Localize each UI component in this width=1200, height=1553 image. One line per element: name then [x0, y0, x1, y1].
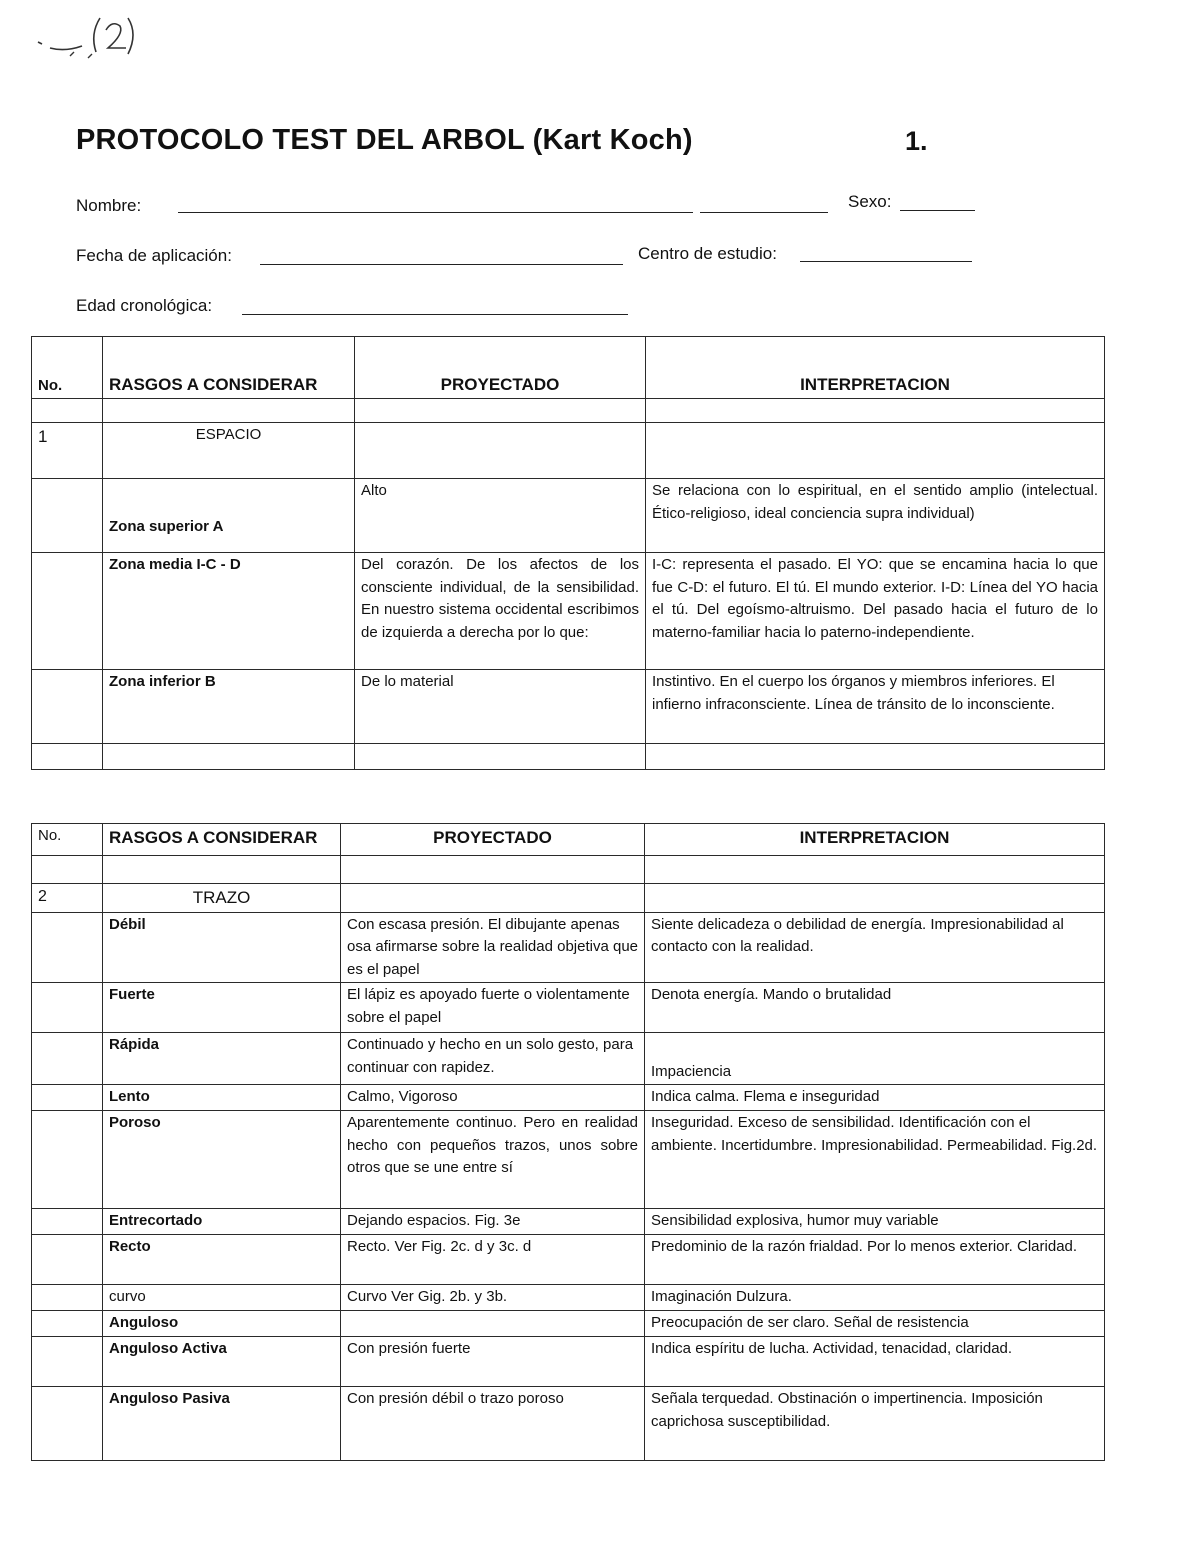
- fecha-label: Fecha de aplicación:: [76, 246, 232, 265]
- sexo-line[interactable]: [900, 210, 975, 211]
- interpretacion-cell: Indica calma. Flema e inseguridad: [645, 1085, 1105, 1111]
- section-row: [32, 423, 1105, 479]
- proyectado-cell: El lápiz es apoyado fuerte o violentamente sobre el papel: [341, 983, 645, 1033]
- interpretacion-cell: Indica espíritu de lucha. Actividad, tenacidad, claridad.: [645, 1337, 1105, 1387]
- handwritten-page-mark: [30, 12, 140, 72]
- header-interpretacion: INTERPRETACION: [645, 824, 1105, 856]
- table-row: [32, 1311, 1105, 1337]
- interpretacion-cell: Siente delicadeza o debilidad de energía. Impresionabilidad al contacto con la realidad.: [645, 912, 1105, 983]
- table-row: [32, 983, 1105, 1033]
- rasgo-cell: Débil: [103, 912, 341, 983]
- proyectado-cell: Del corazón. De los afectos de los consciente individual, de la sensibilidad. En nuestro sistema occidental escribimos de izquierda a derecha por lo que:: [355, 553, 646, 670]
- espacio-table: [31, 336, 1105, 770]
- header-no: No.: [32, 824, 103, 856]
- document-title: PROTOCOLO TEST DEL ARBOL (Kart Koch): [76, 124, 693, 156]
- table-row: [32, 479, 1105, 553]
- rasgo-cell: Fuerte: [103, 983, 341, 1033]
- proyectado-cell: Alto: [355, 479, 646, 553]
- interpretacion-cell: Se relaciona con lo espiritual, en el sentido amplio (intelectual. Ético-religioso, ideal conciencia supra individual): [646, 479, 1105, 553]
- interpretacion-cell: Impaciencia: [645, 1033, 1105, 1085]
- proyectado-cell: Con presión fuerte: [341, 1337, 645, 1387]
- proyectado-cell: Dejando espacios. Fig. 3e: [341, 1209, 645, 1235]
- interpretacion-cell: Imaginación Dulzura.: [645, 1285, 1105, 1311]
- nombre-line-extra[interactable]: [700, 212, 828, 213]
- section-row: [32, 884, 1105, 913]
- proyectado-cell: Aparentemente continuo. Pero en realidad hecho con pequeños trazos, unos sobre otros que se une entre sí: [341, 1111, 645, 1209]
- spacer-row: [32, 856, 1105, 884]
- interpretacion-cell: Instintivo. En el cuerpo los órganos y miembros inferiores. El infierno infraconsciente. Línea de tránsito de lo inconsciente.: [646, 670, 1105, 744]
- proyectado-cell: Calmo, Vigoroso: [341, 1085, 645, 1111]
- proyectado-cell: Con presión débil o trazo poroso: [341, 1387, 645, 1461]
- table-row: [32, 1337, 1105, 1387]
- centro-line[interactable]: [800, 261, 972, 262]
- interpretacion-cell: Predominio de la razón frialdad. Por lo menos exterior. Claridad.: [645, 1235, 1105, 1285]
- table-header-row: [32, 337, 1105, 399]
- section-number: 2: [32, 884, 103, 913]
- rasgo-cell: Poroso: [103, 1111, 341, 1209]
- proyectado-cell: Con escasa presión. El dibujante apenas osa afirmarse sobre la realidad objetiva que es el papel: [341, 912, 645, 983]
- rasgo-cell: Lento: [103, 1085, 341, 1111]
- interpretacion-cell: Señala terquedad. Obstinación o impertinencia. Imposición caprichosa susceptibilidad.: [645, 1387, 1105, 1461]
- table-row: [32, 553, 1105, 670]
- header-proyectado: PROYECTADO: [355, 337, 646, 399]
- rasgo-cell: Anguloso Pasiva: [103, 1387, 341, 1461]
- header-proyectado: PROYECTADO: [341, 824, 645, 856]
- interpretacion-cell: Inseguridad. Exceso de sensibilidad. Identificación con el ambiente. Incertidumbre. Impresionabilidad. Permeabilidad. Fig.2d.: [645, 1111, 1105, 1209]
- rasgo-cell: Zona inferior B: [103, 670, 355, 744]
- trazo-table: [31, 823, 1105, 1461]
- table-row: [32, 1387, 1105, 1461]
- section-name: ESPACIO: [103, 423, 355, 479]
- table-row: [32, 1285, 1105, 1311]
- proyectado-cell: Continuado y hecho en un solo gesto, para continuar con rapidez.: [341, 1033, 645, 1085]
- table-row: [32, 670, 1105, 744]
- header-rasgos: RASGOS A CONSIDERAR: [103, 824, 341, 856]
- rasgo-cell: Entrecortado: [103, 1209, 341, 1235]
- interpretacion-cell: I-C: representa el pasado. El YO: que se encamina hacia lo que fue C-D: el futuro. El tú. El mundo exterior. I-D: Línea del YO hacia el tú. Del egoísmo-altruismo. Del pasado hacia el futuro de lo materno-familiar hacia lo paterno-independiente.: [646, 553, 1105, 670]
- rasgo-cell: Anguloso Activa: [103, 1337, 341, 1387]
- rasgo-cell: Zona media I-C - D: [103, 553, 355, 670]
- table-row: [32, 1033, 1105, 1085]
- proyectado-cell: De lo material: [355, 670, 646, 744]
- section-name: TRAZO: [103, 884, 341, 913]
- interpretacion-cell: Preocupación de ser claro. Señal de resistencia: [645, 1311, 1105, 1337]
- table-row: [32, 1235, 1105, 1285]
- rasgo-cell: Rápida: [103, 1033, 341, 1085]
- section-number: 1: [32, 423, 103, 479]
- interpretacion-cell: Sensibilidad explosiva, humor muy variable: [645, 1209, 1105, 1235]
- table-row: [32, 1085, 1105, 1111]
- nombre-label: Nombre:: [76, 196, 142, 215]
- header-interpretacion: INTERPRETACION: [646, 337, 1105, 399]
- page-number: 1.: [905, 126, 928, 156]
- edad-label: Edad cronológica:: [76, 296, 213, 315]
- spacer-row: [32, 399, 1105, 423]
- table-header-row: [32, 824, 1105, 856]
- table-row: [32, 1111, 1105, 1209]
- proyectado-cell: Recto. Ver Fig. 2c. d y 3c. d: [341, 1235, 645, 1285]
- centro-label: Centro de estudio:: [638, 244, 777, 263]
- proyectado-cell: Curvo Ver Gig. 2b. y 3b.: [341, 1285, 645, 1311]
- fecha-line[interactable]: [260, 264, 623, 265]
- rasgo-cell: Anguloso: [103, 1311, 341, 1337]
- sexo-label: Sexo:: [848, 192, 892, 211]
- edad-line[interactable]: [242, 314, 628, 315]
- proyectado-cell: [341, 1311, 645, 1337]
- rasgo-cell: Zona superior A: [103, 479, 355, 553]
- spacer-row: [32, 744, 1105, 770]
- interpretacion-cell: Denota energía. Mando o brutalidad: [645, 983, 1105, 1033]
- nombre-line[interactable]: [178, 212, 693, 213]
- rasgo-cell: curvo: [103, 1285, 341, 1311]
- header-no: No.: [32, 337, 103, 399]
- header-rasgos: RASGOS A CONSIDERAR: [103, 337, 355, 399]
- rasgo-cell: Recto: [103, 1235, 341, 1285]
- table-row: [32, 912, 1105, 983]
- table-row: [32, 1209, 1105, 1235]
